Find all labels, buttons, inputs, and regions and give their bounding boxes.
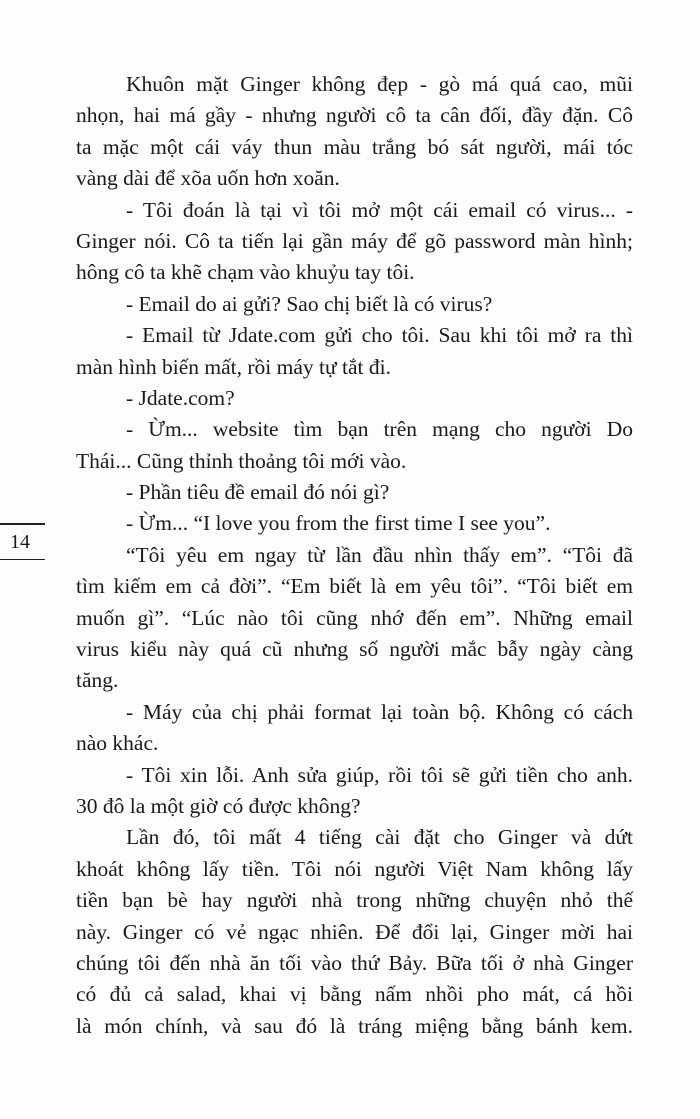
text-line: virus kiểu này quá cũ nhưng số người mắc bẫy ngày càng [76, 637, 633, 662]
text-line: - Jdate.com? [126, 385, 235, 410]
text-line: Ginger nói. Cô ta tiến lại gần máy để gõ password màn hình; [76, 228, 633, 253]
paragraph [76, 383, 633, 414]
text-line: nhọn, hai má gầy - nhưng người cô ta cân đối, đầy đặn. Cô [76, 103, 633, 128]
text-line: là món chính, và sau đó là tráng miệng bằng bánh kem. [76, 1013, 633, 1038]
paragraph [76, 69, 633, 195]
text-line: ta mặc một cái váy thun màu trắng bó sát người, mái tóc [76, 134, 633, 159]
text-line: muốn gì”. “Lúc nào tôi cũng nhớ đến em”. Những email [76, 605, 633, 630]
text-line: - Tôi đoán là tại vì tôi mở một cái email có virus... - [126, 197, 633, 222]
text-line: - Máy của chị phải format lại toàn bộ. Không có cách [126, 699, 633, 724]
text-line: - Tôi xin lỗi. Anh sửa giúp, rồi tôi sẽ gửi tiền cho anh. [126, 762, 633, 787]
page-number-marker [0, 523, 45, 560]
text-line: hông cô ta khẽ chạm vào khuỷu tay tôi. [76, 260, 415, 285]
text-line: tiền bạn bè hay người nhà trong những chuyện nhỏ thế [76, 888, 633, 913]
paragraph [76, 289, 633, 320]
paragraph [76, 477, 633, 508]
divider [0, 559, 45, 561]
paragraph [76, 760, 633, 823]
text-line: - Email từ Jdate.com gửi cho tôi. Sau khi tôi mở ra thì [126, 323, 633, 348]
text-line: Thái... Cũng thỉnh thoảng tôi mới vào. [76, 448, 407, 473]
text-line: tìm kiếm em cả đời”. “Em biết là em yêu tôi”. “Tôi biết em [76, 574, 633, 599]
text-line: Lần đó, tôi mất 4 tiếng cài đặt cho Ginger và dứt [126, 825, 633, 850]
text-line: Khuôn mặt Ginger không đẹp - gò má quá cao, mũi [126, 72, 633, 96]
text-line: - Email do ai gửi? Sao chị biết là có virus? [126, 291, 493, 316]
text-line: chúng tôi đến nhà ăn tối vào thứ Bảy. Bữa tối ở nhà Ginger [76, 950, 633, 975]
page-body-text [76, 69, 633, 1042]
text-line: 30 đô la một giờ có được không? [76, 793, 361, 818]
text-line: nào khác. [76, 731, 159, 756]
paragraph [76, 414, 633, 477]
paragraph [76, 320, 633, 383]
text-line: màn hình biến mất, rồi máy tự tắt đi. [76, 354, 391, 379]
text-line: - Phần tiêu đề email đó nói gì? [126, 480, 390, 505]
text-line: này. Ginger có vẻ ngạc nhiên. Để đổi lại, Ginger mời hai [76, 919, 633, 944]
text-line: tăng. [76, 668, 119, 693]
paragraph [76, 508, 633, 539]
text-line: có đủ cả salad, khai vị bằng nấm nhồi pho mát, cá hồi [76, 982, 633, 1007]
text-line: khoát không lấy tiền. Tôi nói người Việt Nam không lấy [76, 856, 633, 881]
paragraph [76, 822, 633, 1042]
paragraph [76, 697, 633, 760]
text-line: vàng dài để xõa uốn hơn xoăn. [76, 166, 340, 191]
text-line: - Ừm... “I love you from the first time I see you”. [126, 511, 551, 536]
text-line: - Ừm... website tìm bạn trên mạng cho người Do [126, 417, 633, 442]
paragraph [76, 195, 633, 289]
paragraph [76, 540, 633, 697]
text-line: “Tôi yêu em ngay từ lần đầu nhìn thấy em”. “Tôi đã [126, 542, 633, 567]
page-number: 14 [10, 530, 30, 553]
